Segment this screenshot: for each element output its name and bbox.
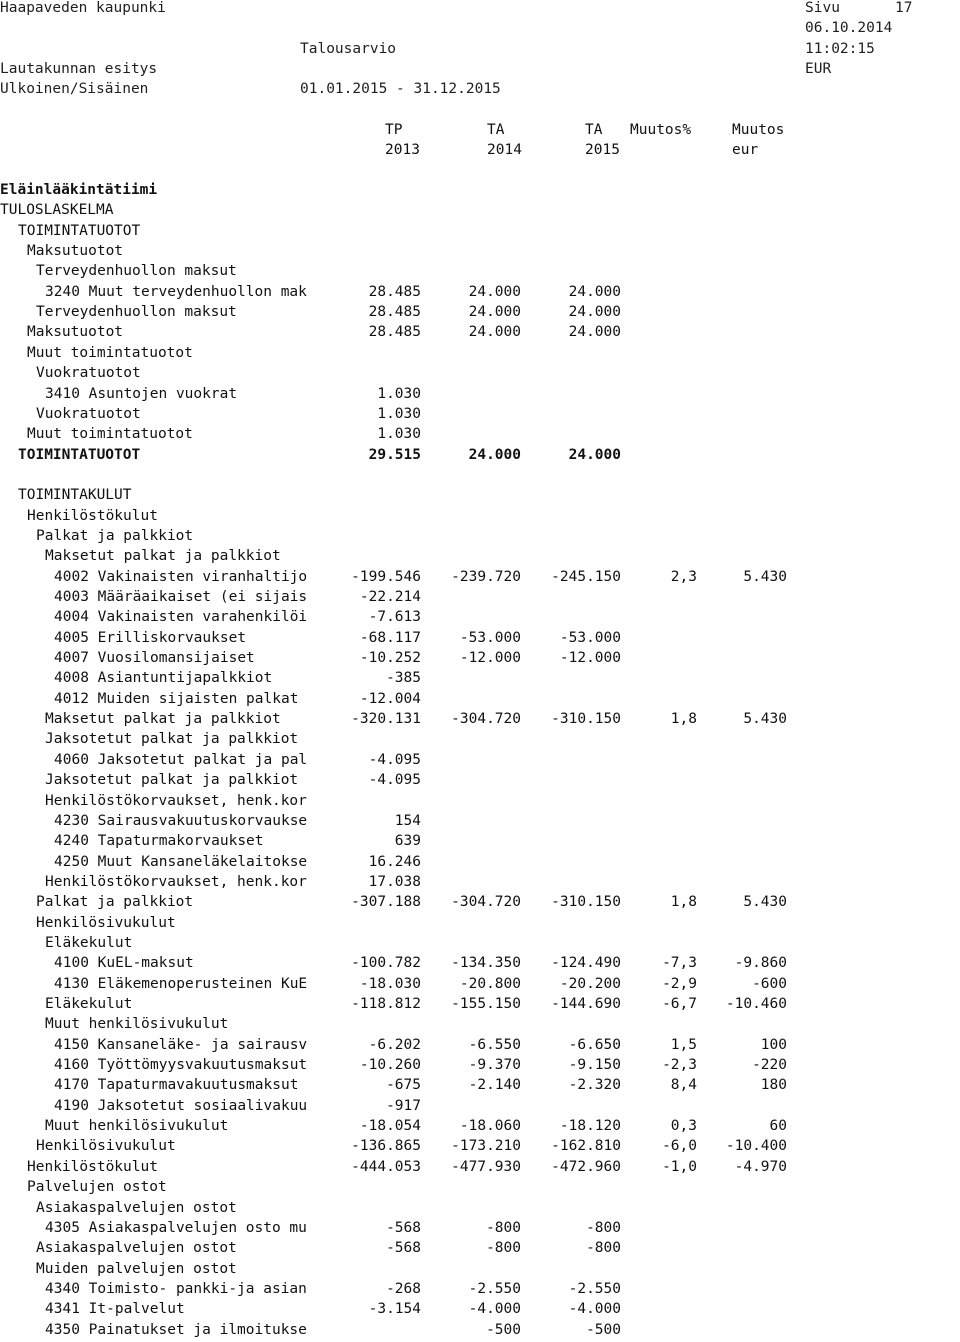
table-row [0, 1016, 960, 1036]
report-subtitle: Lautakunnan esitys [0, 61, 158, 77]
cell-tp-2013: -320.131 [351, 711, 421, 728]
cell-tp-2013: -307.188 [351, 894, 421, 911]
table-row [0, 365, 960, 385]
table-row [0, 1322, 960, 1342]
table-row [0, 630, 960, 650]
page-number: 17 [895, 0, 913, 16]
table-row [0, 996, 960, 1016]
cell-muutos-pct: -6,7 [662, 996, 697, 1012]
table-row [0, 202, 960, 222]
col-header-ta2015: TA [585, 122, 603, 138]
cell-ta-2014: -304.720 [451, 711, 521, 728]
cell-ta-2014: -6.550 [468, 1036, 521, 1053]
table-row [0, 487, 960, 507]
table-row [0, 386, 960, 406]
cell-tp-2013: -10.252 [359, 650, 421, 667]
cell-ta-2014: -12.000 [459, 650, 521, 667]
row-label: 4130 Eläkemenoperusteinen KuE [54, 975, 308, 992]
cell-muutos-eur: -10.460 [725, 996, 787, 1012]
row-label: Henkilöstökorvaukset, henk.kor [45, 873, 307, 890]
table-row [0, 447, 960, 467]
cell-ta-2015: -162.810 [551, 1138, 621, 1155]
cell-ta-2015: -9.150 [568, 1057, 621, 1074]
cell-ta-2014: -134.350 [451, 955, 521, 972]
table-row [0, 426, 960, 446]
cell-tp-2013: 28.485 [368, 283, 421, 300]
cell-muutos-pct: 8,4 [670, 1077, 697, 1094]
cell-ta-2014: -800 [486, 1240, 521, 1257]
row-label: Henkilöstökulut [27, 507, 158, 524]
table-row [0, 772, 960, 792]
cell-ta-2015: -2.550 [568, 1280, 621, 1297]
cell-tp-2013: 1.030 [377, 405, 421, 422]
table-row [0, 1179, 960, 1199]
cell-muutos-eur: -220 [752, 1057, 787, 1074]
table-row [0, 1118, 960, 1138]
cell-tp-2013: -6.202 [368, 1036, 421, 1053]
cell-ta-2015: -20.200 [559, 975, 621, 992]
row-label: 4003 Määräaikaiset (ei sijais [54, 589, 308, 605]
cell-tp-2013: -10.260 [359, 1057, 421, 1074]
table-row [0, 284, 960, 304]
cell-muutos-eur: 5.430 [743, 568, 787, 585]
cell-tp-2013: 16.246 [368, 853, 421, 870]
table-row [0, 833, 960, 853]
row-label: Henkilöstökorvaukset, henk.kor [45, 792, 307, 809]
col-header-tp-year: 2013 [385, 142, 420, 158]
cell-tp-2013: -68.117 [359, 629, 421, 646]
cell-ta-2014: -173.210 [451, 1138, 521, 1155]
table-row [0, 548, 960, 568]
table-row [0, 731, 960, 751]
cell-muutos-pct: 2,3 [670, 568, 697, 585]
col-header-ta2014-year: 2014 [487, 142, 522, 158]
table-row [0, 263, 960, 283]
row-label: Palvelujen ostot [27, 1179, 167, 1196]
cell-tp-2013: -385 [386, 670, 421, 687]
row-label: Palkat ja palkkiot [36, 527, 194, 544]
row-label: Henkilöstökulut [27, 1158, 158, 1175]
table-row [0, 1281, 960, 1301]
cell-tp-2013: -4.095 [368, 772, 421, 789]
cell-tp-2013: -12.004 [359, 690, 421, 707]
cell-ta-2014: -9.370 [468, 1057, 521, 1074]
row-label: 4170 Tapaturmavakuutusmaksut [54, 1077, 299, 1094]
cell-muutos-pct: 0,3 [670, 1118, 697, 1135]
col-header-muutos-pct: Muutos% [630, 122, 692, 138]
cell-ta-2015: -310.150 [551, 711, 621, 728]
row-label: Eläkekulut [45, 934, 133, 951]
cell-ta-2015: -800 [586, 1240, 621, 1257]
row-label: TOIMINTATUOTOT [18, 222, 141, 239]
table-row [0, 894, 960, 914]
row-label: 4305 Asiakaspalvelujen osto mu [45, 1219, 307, 1236]
cell-ta-2015: -144.690 [551, 996, 621, 1012]
table-row [0, 752, 960, 772]
table-row [0, 1301, 960, 1321]
cell-ta-2014: -477.930 [451, 1158, 521, 1175]
cell-ta-2015: -124.490 [551, 955, 621, 972]
cell-muutos-eur: -9.860 [734, 955, 787, 972]
row-label: 4340 Toimisto- pankki-ja asian [45, 1280, 307, 1297]
cell-ta-2014: 24.000 [468, 283, 521, 300]
row-label: Muiden palvelujen ostot [36, 1260, 237, 1277]
row-label: 4005 Erilliskorvaukset [54, 629, 247, 646]
cell-muutos-eur: -10.400 [725, 1138, 787, 1155]
cell-ta-2015: -6.650 [568, 1036, 621, 1053]
cell-ta-2015: -800 [586, 1219, 621, 1236]
table-row [0, 1220, 960, 1240]
cell-ta-2015: -12.000 [559, 650, 621, 667]
row-label: TOIMINTAKULUT [18, 487, 132, 504]
currency: EUR [805, 61, 832, 77]
cell-muutos-pct: 1,8 [670, 711, 697, 728]
cell-tp-2013: -568 [386, 1240, 421, 1257]
table-row [0, 1077, 960, 1097]
print-date: 06.10.2014 [805, 20, 893, 36]
cell-tp-2013: -3.154 [368, 1301, 421, 1318]
table-row [0, 935, 960, 955]
row-label: Jaksotetut palkat ja palkkiot [45, 731, 299, 748]
report-scope: Ulkoinen/Sisäinen [0, 81, 149, 97]
row-label: 4230 Sairausvakuutuskorvaukse [54, 812, 308, 829]
cell-tp-2013: -118.812 [351, 996, 421, 1012]
table-row [0, 1098, 960, 1118]
cell-tp-2013: 1.030 [377, 426, 421, 443]
cell-tp-2013: 17.038 [368, 873, 421, 890]
cell-ta-2014: 24.000 [468, 304, 521, 321]
table-row [0, 1159, 960, 1179]
row-label: 3410 Asuntojen vuokrat [45, 385, 238, 402]
cell-muutos-pct: -2,9 [662, 975, 697, 992]
cell-muutos-eur: -4.970 [734, 1158, 787, 1175]
cell-ta-2014: -2.550 [468, 1280, 521, 1297]
cell-ta-2015: -310.150 [551, 894, 621, 911]
cell-tp-2013: 28.485 [368, 304, 421, 321]
cell-tp-2013: 154 [394, 812, 421, 829]
cell-ta-2015: -18.120 [559, 1118, 621, 1135]
col-header-tp: TP [385, 122, 403, 138]
row-label: Muut henkilösivukulut [45, 1118, 229, 1135]
row-label: 4160 Työttömyysvakuutusmaksut [54, 1057, 308, 1074]
cell-ta-2015: -4.000 [568, 1301, 621, 1318]
row-label: 4190 Jaksotetut sosiaalivakuu [54, 1097, 308, 1114]
cell-ta-2014: 24.000 [468, 446, 521, 463]
cell-ta-2015: 24.000 [568, 304, 621, 321]
cell-muutos-eur: 180 [760, 1077, 787, 1094]
cell-ta-2014: -2.140 [468, 1077, 521, 1094]
row-label: 4004 Vakinaisten varahenkilöi [54, 609, 308, 626]
table-row [0, 670, 960, 690]
cell-tp-2013: 1.030 [377, 385, 421, 402]
row-label: Muut toimintatuotot [27, 344, 193, 361]
cell-tp-2013: -4.095 [368, 751, 421, 768]
row-label: Maksutuotot [27, 324, 124, 341]
row-label: 4100 KuEL-maksut [54, 955, 194, 972]
cell-tp-2013: -917 [386, 1097, 421, 1114]
cell-muutos-pct: -7,3 [662, 955, 697, 972]
print-time: 11:02:15 [805, 41, 875, 57]
row-label: TOIMINTATUOTOT [18, 446, 141, 463]
row-label: Jaksotetut palkat ja palkkiot [45, 772, 299, 789]
cell-muutos-pct: -2,3 [662, 1057, 697, 1074]
table-row [0, 1138, 960, 1158]
row-label: Maksetut palkat ja palkkiot [45, 548, 281, 565]
col-header-ta2014: TA [487, 122, 505, 138]
table-row [0, 589, 960, 609]
cell-tp-2013: -18.030 [359, 975, 421, 992]
col-header-muutos: Muutos [732, 122, 785, 138]
table-row [0, 324, 960, 344]
cell-tp-2013: 639 [394, 833, 421, 850]
cell-ta-2014: -239.720 [451, 568, 521, 585]
row-label: Asiakaspalvelujen ostot [36, 1240, 237, 1257]
table-row [0, 345, 960, 365]
row-label: 4350 Painatukset ja ilmoitukse [45, 1321, 307, 1338]
row-label: 4002 Vakinaisten viranhaltijo [54, 568, 308, 585]
org-name: Haapaveden kaupunki [0, 0, 166, 16]
row-label: 3240 Muut terveydenhuollon mak [45, 283, 307, 300]
cell-tp-2013: -444.053 [351, 1158, 421, 1175]
row-label: Eläinlääkintätiimi [0, 182, 158, 198]
cell-muutos-pct: -1,0 [662, 1158, 697, 1175]
cell-tp-2013: -568 [386, 1219, 421, 1236]
cell-muutos-pct: 1,8 [670, 894, 697, 911]
row-label: 4250 Muut Kansaneläkelaitokse [54, 853, 308, 870]
table-row [0, 223, 960, 243]
row-label: Muut henkilösivukulut [45, 1016, 229, 1033]
cell-ta-2015: -500 [586, 1321, 621, 1338]
row-label: Terveydenhuollon maksut [36, 304, 237, 321]
cell-tp-2013: -22.214 [359, 589, 421, 605]
table-row [0, 243, 960, 263]
table-row [0, 813, 960, 833]
table-row [0, 1037, 960, 1057]
table-row [0, 650, 960, 670]
cell-ta-2015: -472.960 [551, 1158, 621, 1175]
table-row [0, 711, 960, 731]
report-period: 01.01.2015 - 31.12.2015 [300, 81, 501, 97]
row-label: 4012 Muiden sijaisten palkat [54, 690, 299, 707]
cell-tp-2013: -18.054 [359, 1118, 421, 1135]
row-label: Vuokratuotot [36, 405, 141, 422]
page-label: Sivu [805, 0, 840, 16]
table-row [0, 691, 960, 711]
table-row [0, 1261, 960, 1281]
table-row [0, 955, 960, 975]
cell-muutos-pct: 1,5 [670, 1036, 697, 1053]
table-row [0, 1057, 960, 1077]
col-header-muutos-unit: eur [732, 142, 759, 158]
table-row [0, 1200, 960, 1220]
cell-muutos-eur: 5.430 [743, 894, 787, 911]
row-label: Asiakaspalvelujen ostot [36, 1199, 237, 1216]
cell-tp-2013: 29.515 [368, 446, 421, 463]
table-row [0, 569, 960, 589]
table-row [0, 304, 960, 324]
cell-muutos-eur: 60 [769, 1118, 787, 1135]
row-label: Terveydenhuollon maksut [36, 263, 237, 280]
table-row [0, 508, 960, 528]
table-row [0, 182, 960, 202]
col-header-ta2015-year: 2015 [585, 142, 620, 158]
row-label: Vuokratuotot [36, 365, 141, 382]
cell-ta-2015: -245.150 [551, 568, 621, 585]
row-label: TULOSLASKELMA [0, 202, 114, 219]
row-label: Henkilösivukulut [36, 914, 176, 931]
table-row [0, 528, 960, 548]
cell-ta-2014: -18.060 [459, 1118, 521, 1135]
cell-tp-2013: -100.782 [351, 955, 421, 972]
cell-ta-2014: -500 [486, 1321, 521, 1338]
table-row [0, 467, 960, 487]
cell-muutos-eur: 5.430 [743, 711, 787, 728]
cell-tp-2013: -136.865 [351, 1138, 421, 1155]
cell-ta-2014: 24.000 [468, 324, 521, 341]
cell-ta-2014: -20.800 [459, 975, 521, 992]
cell-tp-2013: -675 [386, 1077, 421, 1094]
table-row [0, 406, 960, 426]
row-label: Palkat ja palkkiot [36, 894, 194, 911]
row-label: 4007 Vuosilomansijaiset [54, 650, 255, 667]
row-label: Eläkekulut [45, 996, 133, 1012]
cell-ta-2014: -155.150 [451, 996, 521, 1012]
row-label: Maksetut palkat ja palkkiot [45, 711, 281, 728]
table-row [0, 976, 960, 996]
cell-muutos-pct: -6,0 [662, 1138, 697, 1155]
report-title: Talousarvio [300, 41, 397, 57]
cell-ta-2014: -4.000 [468, 1301, 521, 1318]
cell-ta-2015: -2.320 [568, 1077, 621, 1094]
cell-tp-2013: 28.485 [368, 324, 421, 341]
cell-ta-2015: 24.000 [568, 324, 621, 341]
row-label: Muut toimintatuotot [27, 426, 193, 443]
cell-ta-2014: -53.000 [459, 629, 521, 646]
row-label: 4060 Jaksotetut palkat ja pal [54, 751, 308, 768]
cell-tp-2013: -199.546 [351, 568, 421, 585]
row-label: 4150 Kansaneläke- ja sairausv [54, 1036, 308, 1053]
cell-tp-2013: -7.613 [368, 609, 421, 626]
cell-muutos-eur: -600 [752, 975, 787, 992]
cell-tp-2013: -268 [386, 1280, 421, 1297]
table-row [0, 874, 960, 894]
row-label: Maksutuotot [27, 243, 124, 260]
cell-ta-2015: 24.000 [568, 446, 621, 463]
row-label: 4341 It-palvelut [45, 1301, 185, 1318]
row-label: 4008 Asiantuntijapalkkiot [54, 670, 273, 687]
cell-ta-2015: -53.000 [559, 629, 621, 646]
row-label: Henkilösivukulut [36, 1138, 176, 1155]
cell-ta-2014: -800 [486, 1219, 521, 1236]
table-row [0, 1240, 960, 1260]
table-row [0, 609, 960, 629]
table-row [0, 915, 960, 935]
cell-ta-2014: -304.720 [451, 894, 521, 911]
row-label: 4240 Tapaturmakorvaukset [54, 833, 264, 850]
table-row [0, 854, 960, 874]
cell-muutos-eur: 100 [760, 1036, 787, 1053]
cell-ta-2015: 24.000 [568, 283, 621, 300]
table-row [0, 793, 960, 813]
